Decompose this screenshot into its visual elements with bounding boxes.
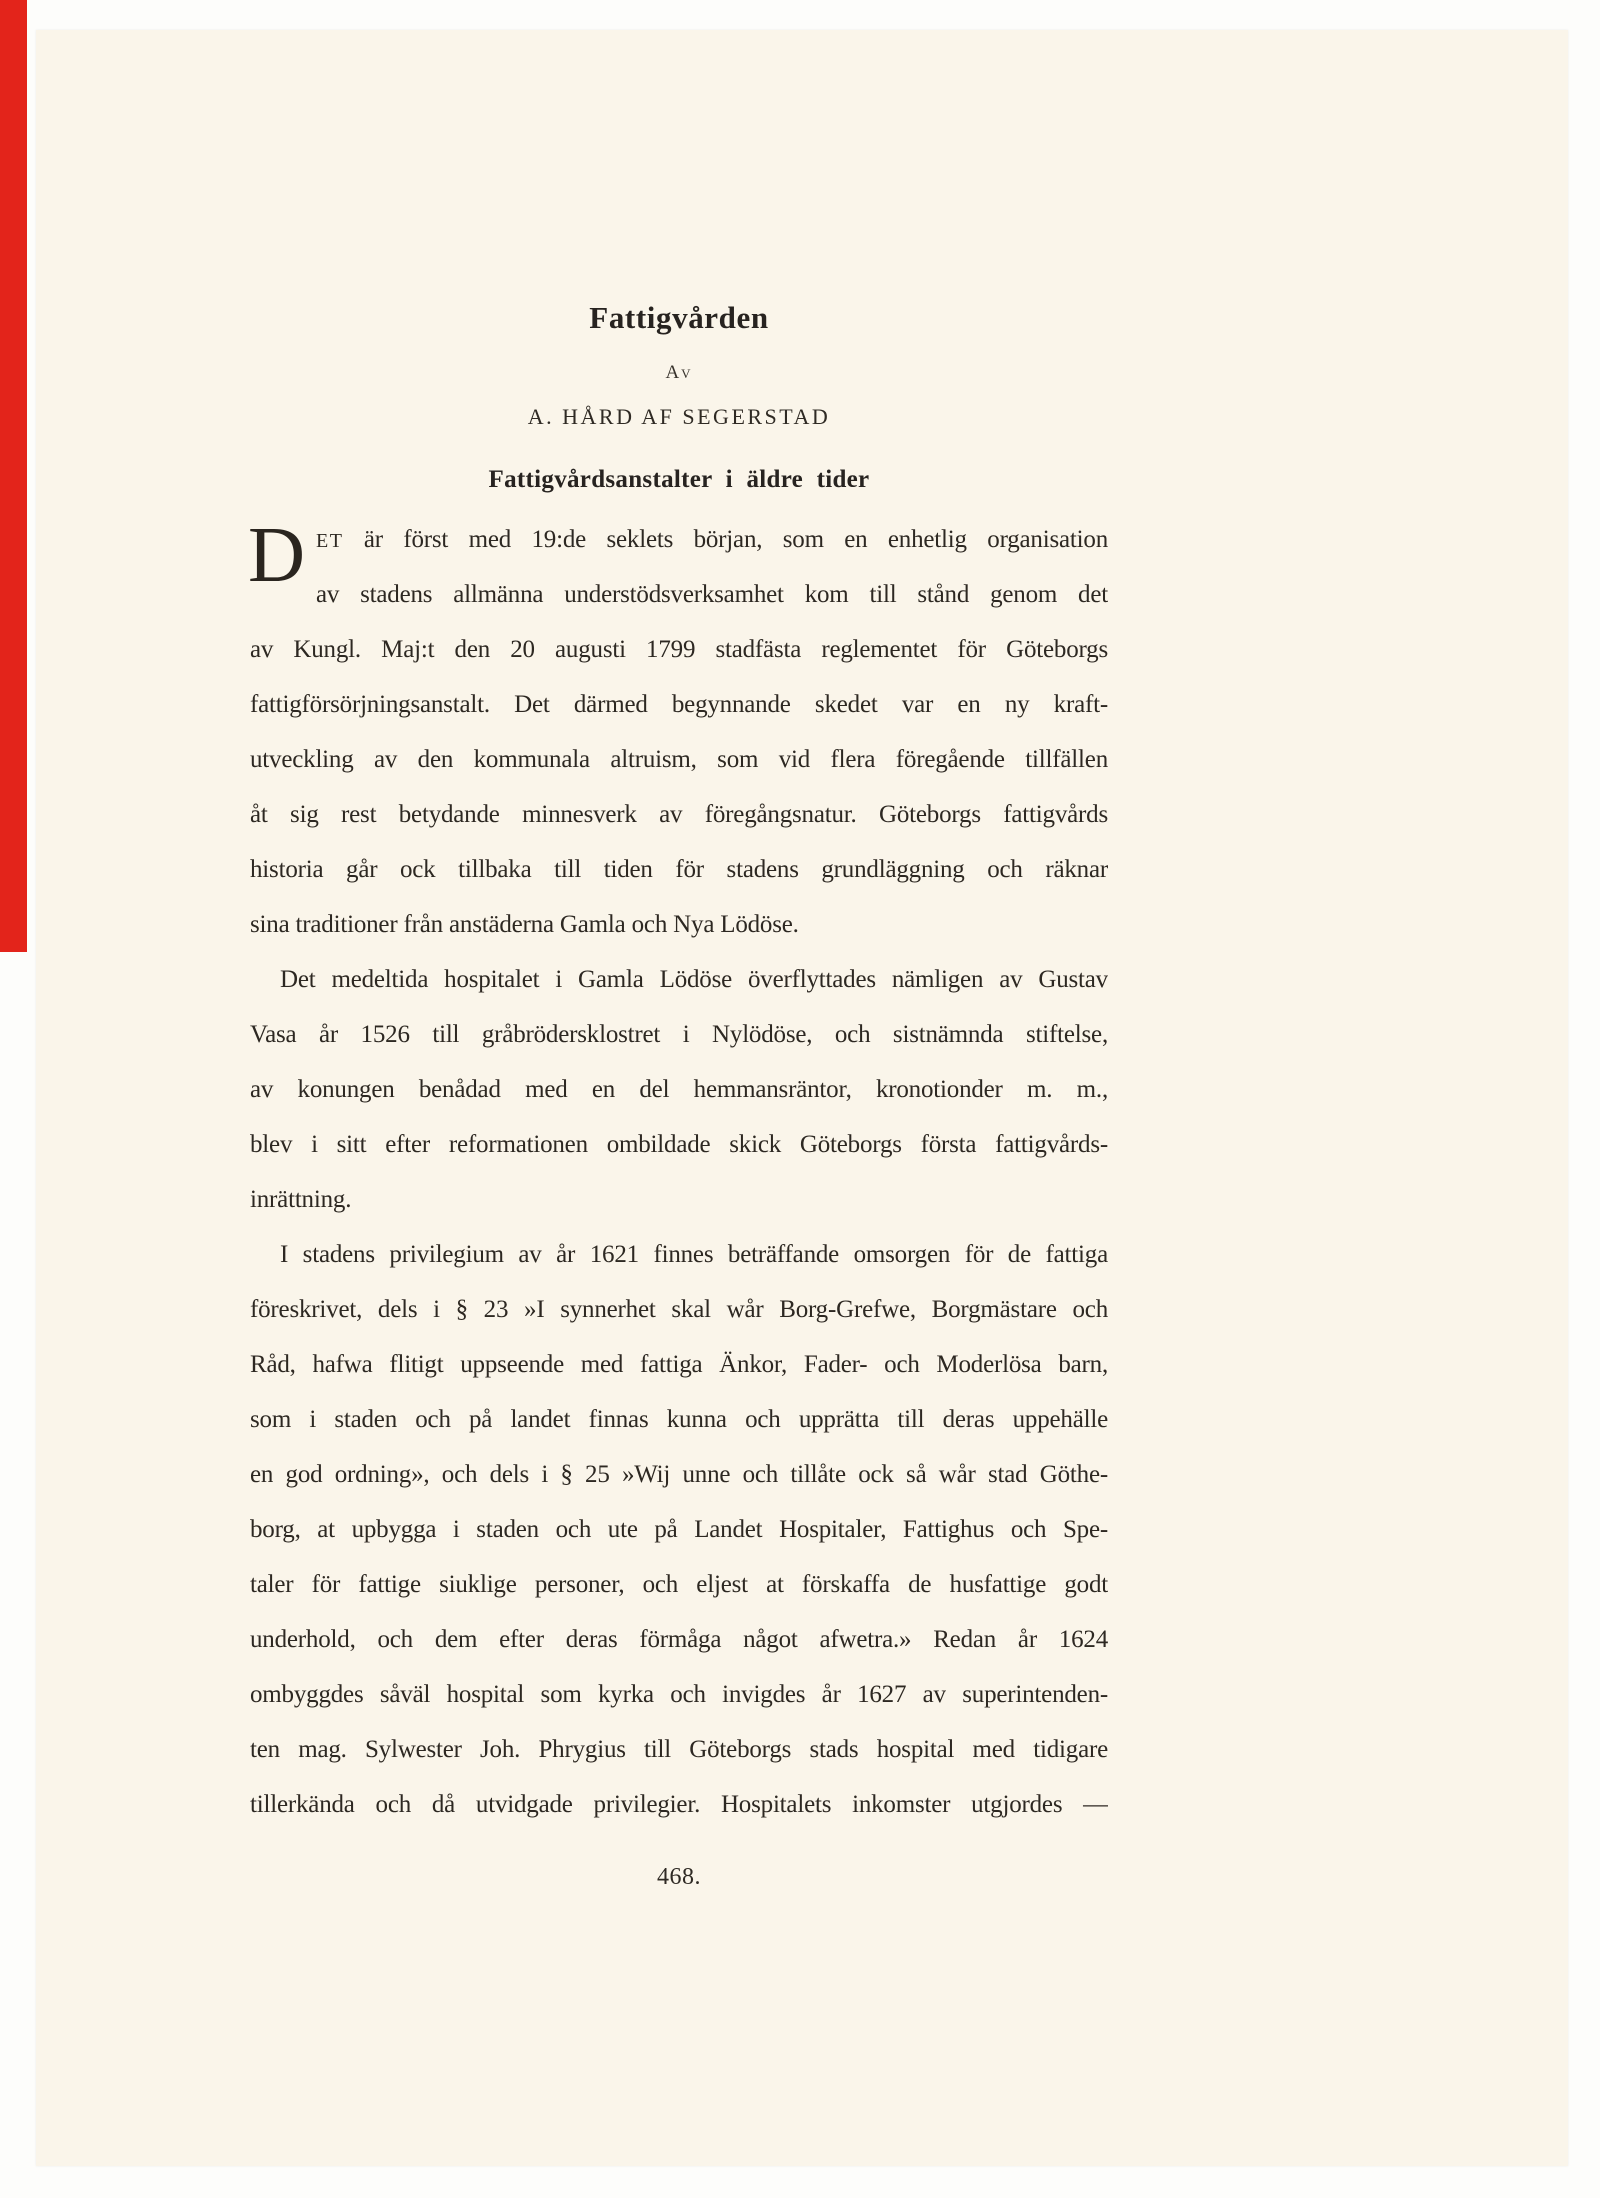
book-page-sheet xyxy=(36,30,1568,2166)
body-line: historia går ock tillbaka till tiden för stadens grundläggning och räknar xyxy=(250,856,1108,883)
body-line: underhold, och dem efter deras förmåga något afwetra.» Redan år 1624 xyxy=(250,1626,1108,1653)
scan-edge-red-stripe xyxy=(0,0,27,952)
body-line: av stadens allmänna understödsverksamhet kom till stånd genom det xyxy=(316,581,1108,608)
body-line: som i staden och på landet finnas kunna och upprätta till deras uppehälle xyxy=(250,1406,1108,1433)
body-line: fattigförsörjningsanstalt. Det därmed begynnande skedet var en ny kraft- xyxy=(250,691,1108,718)
body-line: borg, at upbygga i staden och ute på Landet Hospitaler, Fattighus och Spe- xyxy=(250,1516,1108,1543)
body-line: inrättning. xyxy=(250,1186,352,1213)
body-line: av konungen benådad med en del hemmansräntor, kronotionder m. m., xyxy=(250,1076,1108,1103)
byline-prefix: Av xyxy=(665,362,693,383)
body-line: utveckling av den kommunala altruism, som vid flera föregående tillfällen xyxy=(250,746,1108,773)
body-line: ET är först med 19:de seklets början, som en enhetlig organisation xyxy=(316,526,1108,553)
body-line: sina traditioner från anstäderna Gamla och Nya Lödöse. xyxy=(250,911,799,938)
drop-cap-letter: D xyxy=(248,512,305,599)
body-line: föreskrivet, dels i § 23 »I synnerhet skal wår Borg-Grefwe, Borgmästare och xyxy=(250,1296,1108,1323)
body-line: ten mag. Sylwester Joh. Phrygius till Göteborgs stads hospital med tidigare xyxy=(250,1736,1108,1763)
body-line: Vasa år 1526 till gråbrödersklostret i Nylödöse, och sistnämnda stiftelse, xyxy=(250,1021,1108,1048)
page-title: Fattigvården xyxy=(589,300,769,335)
small-caps-lead: ET xyxy=(316,530,344,552)
text-column xyxy=(250,30,1108,1891)
section-heading: Fattigvårdsanstalter i äldre tider xyxy=(488,466,870,493)
body-text xyxy=(250,512,1108,1832)
page-number: 468. xyxy=(657,1864,701,1890)
body-line: taler för fattige siuklige personer, och eljest at förskaffa de husfattige godt xyxy=(250,1571,1108,1598)
body-line: I stadens privilegium av år 1621 finnes beträffande omsorgen för de fattiga xyxy=(280,1241,1108,1268)
paragraph-lines xyxy=(250,1227,1108,1832)
body-line: tillerkända och då utvidgade privilegier. Hospitalets inkomster utgjordes — xyxy=(250,1791,1108,1818)
paragraph-privilegium xyxy=(250,1227,1108,1832)
paragraph-opening xyxy=(250,512,1108,952)
body-line: av Kungl. Maj:t den 20 augusti 1799 stadfästa reglementet för Göteborgs xyxy=(250,636,1108,663)
body-line: blev i sitt efter reformationen ombildade skick Göteborgs första fattigvårds- xyxy=(250,1131,1108,1158)
paragraph-hospital xyxy=(250,952,1108,1227)
body-line: ombyggdes såväl hospital som kyrka och invigdes år 1627 av superintenden- xyxy=(250,1681,1108,1708)
body-line: åt sig rest betydande minnesverk av föregångsnatur. Göteborgs fattigvårds xyxy=(250,801,1108,828)
body-line: Det medeltida hospitalet i Gamla Lödöse överflyttades nämligen av Gustav xyxy=(280,966,1108,993)
body-line: en god ordning», och dels i § 25 »Wij unne och tillåte ock så wår stad Göthe- xyxy=(250,1461,1108,1488)
paragraph-lines xyxy=(250,512,1108,952)
body-line: Råd, hafwa flitigt uppseende med fattiga Änkor, Fader- och Moderlösa barn, xyxy=(250,1351,1108,1378)
author-name: A. HÅRD AF SEGERSTAD xyxy=(527,404,831,429)
paragraph-lines xyxy=(250,952,1108,1227)
